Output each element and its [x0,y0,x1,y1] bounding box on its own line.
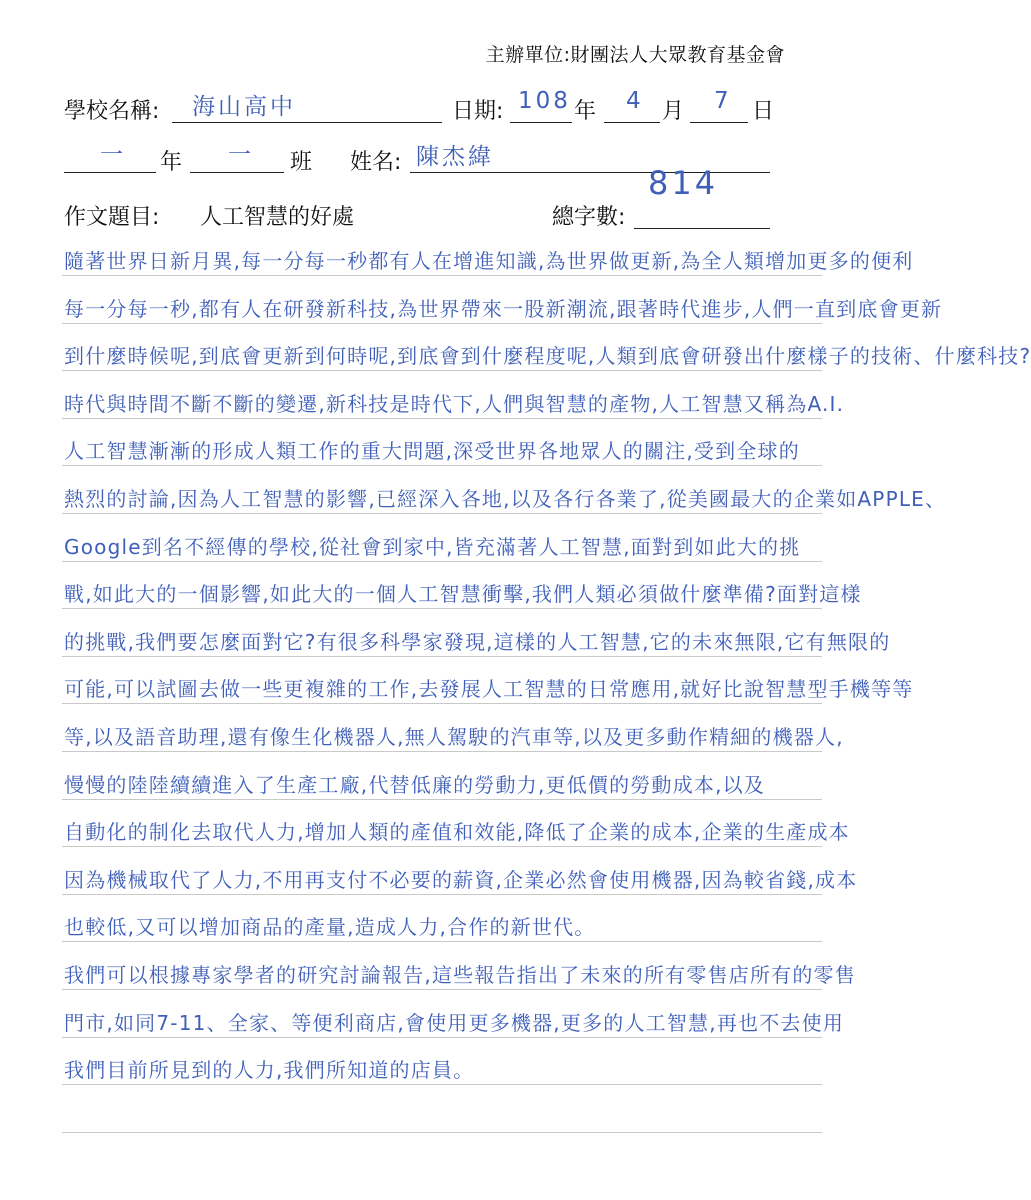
school-value: 海山高中 [192,94,296,120]
essay-line: 每一分每一秒,都有人在研發新科技,為世界帶來一股新潮流,跟著時代進步,人們一直到底會更新 [64,296,943,321]
name-label: 姓名: [350,150,402,175]
essay-line: 戰,如此大的一個影響,如此大的一個人工智慧衝擊,我們人類必須做什麼準備?面對這樣 [64,582,862,607]
essay-line: 因為機械取代了人力,不用再支付不必要的薪資,企業必然會使用機器,因為較省錢,成本 [64,867,858,892]
date-month-value: 4 [626,88,644,114]
name-value: 陳杰緯 [416,144,494,170]
rule-line [62,561,822,562]
rule-line [62,418,822,419]
rule-line [62,751,822,752]
school-underline [172,122,442,123]
class-value: 一 [228,142,254,168]
rule-line [62,275,822,276]
wordcount-value: 814 [648,164,719,202]
day-label: 日 [752,99,775,124]
essay-line: 自動化的制化去取代人力,增加人類的產值和效能,降低了企業的成本,企業的生產成本 [64,820,850,845]
essay-line: 也較低,又可以增加商品的產量,造成人力,合作的新世代。 [64,915,596,940]
month-label: 月 [662,99,685,124]
essay-line: 慢慢的陸陸續續進入了生產工廠,代替低廉的勞動力,更低價的勞動成本,以及 [64,772,766,797]
rule-line [62,846,822,847]
rule-line [62,323,822,324]
rule-line [62,1037,822,1038]
essay-line: 人工智慧漸漸的形成人類工作的重大問題,深受世界各地眾人的關注,受到全球的 [64,439,800,464]
rule-line [62,465,822,466]
date-year-value: 108 [518,88,571,114]
topic-value: 人工智慧的好處 [200,205,355,230]
grade-label: 年 [160,150,183,175]
organizer-text: 主辦單位:財團法人大眾教育基金會 [485,44,785,66]
rule-line [62,894,822,895]
rule-line [62,1132,822,1133]
essay-line: 的挑戰,我們要怎麼面對它?有很多科學家發現,這樣的人工智慧,它的未來無限,它有無限的 [64,629,891,654]
rule-line [62,941,822,942]
essay-line: 隨著世界日新月異,每一分每一秒都有人在增進知識,為世界做更新,為全人類增加更多的便利 [64,249,914,273]
rule-line [62,703,822,704]
rule-line [62,513,822,514]
rule-line [62,799,822,800]
rule-line [62,370,822,371]
class-label: 班 [290,150,313,175]
essay-line: 門市,如同7-11、全家、等便利商店,會使用更多機器,更多的人工智慧,再也不去使用 [64,1010,845,1035]
essay-line: 時代與時間不斷不斷的變遷,新科技是時代下,人們與智慧的產物,人工智慧又稱為A.I. [64,391,845,416]
year-underline [510,122,572,123]
year-label: 年 [574,99,597,124]
rule-line [62,608,822,609]
essay-line: Google到名不經傳的學校,從社會到家中,皆充滿著人工智慧,面對到如此大的挑 [64,534,801,559]
essay-line: 我們可以根據專家學者的研究討論報告,這些報告指出了未來的所有零售店所有的零售 [64,963,856,987]
rule-line [62,989,822,990]
date-label: 日期: [452,99,504,124]
month-underline [604,122,660,123]
day-underline [690,122,748,123]
wordcount-underline [634,228,770,229]
grade-value: 一 [100,142,126,168]
wordcount-label: 總字數: [552,205,626,230]
essay-line: 到什麼時候呢,到底會更新到何時呢,到底會到什麼程度呢,人類到底會研發出什麼樣子的技術、什麼科技? [64,344,1031,369]
essay-line: 可能,可以試圖去做一些更複雜的工作,去發展人工智慧的日常應用,就好比說智慧型手機等等 [64,677,914,702]
grade-underline [64,172,156,173]
rule-line [62,656,822,657]
class-underline [190,172,284,173]
school-label: 學校名稱: [64,99,160,124]
essay-line: 我們目前所見到的人力,我們所知道的店員。 [64,1058,475,1083]
rule-line [62,1084,822,1085]
essay-line: 等,以及語音助理,還有像生化機器人,無人駕駛的汽車等,以及更多動作精細的機器人, [64,725,844,749]
essay-line: 熱烈的討論,因為人工智慧的影響,已經深入各地,以及各行各業了,從美國最大的企業如APPLE、 [64,487,947,511]
date-day-value: 7 [714,88,732,114]
topic-label: 作文題目: [64,205,160,230]
